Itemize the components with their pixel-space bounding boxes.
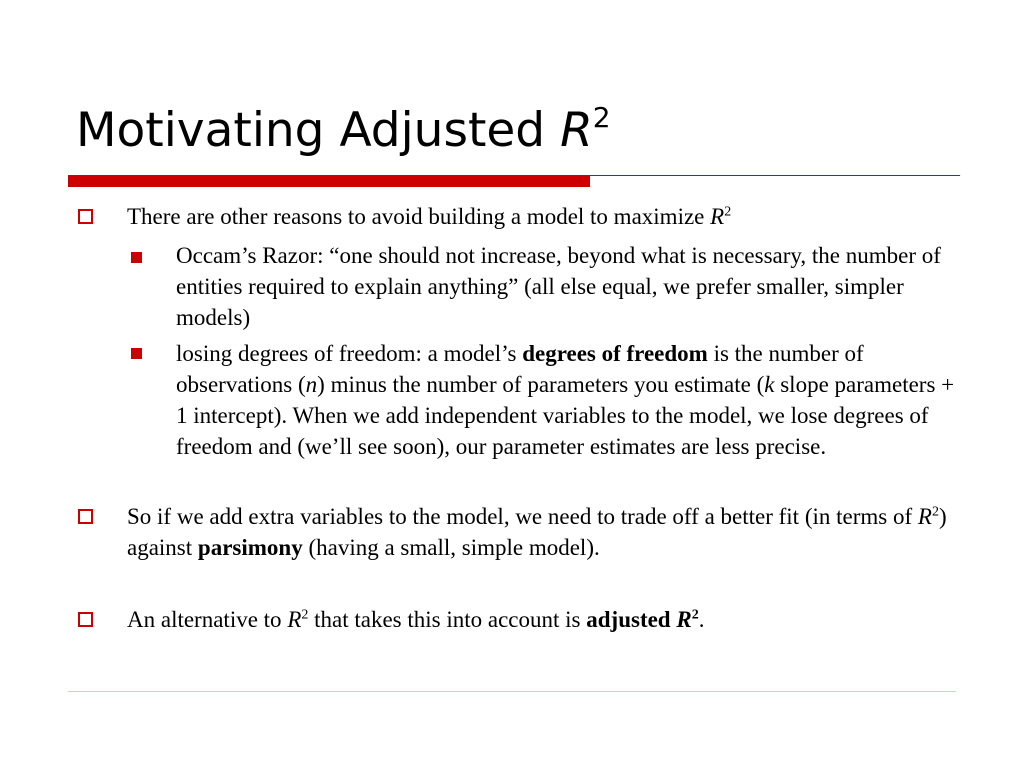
hollow-square-bullet-icon [78,209,93,224]
bullet-item-1: There are other reasons to avoid building a model to maximize $R^2$ [127,204,732,229]
slide-title: Motivating Adjusted $R^2$ [76,101,611,158]
hollow-square-bullet-icon [78,509,93,524]
sub-bullet-occams-razor: Occam’s Razor: “one should not increase, beyond what is necessary, the number of entities required to explain anything” (all else equal, we prefer smaller, simpler models) [176,243,941,330]
bullet-item-adjusted-r2: An alternative to $R^2$ that takes this into account is adjusted $R^2$. [127,607,705,632]
bullet-item-parsimony: So if we add extra variables to the model, we need to trade off a better fit (in terms of $R^2$) against parsimony (having a small, simple model). [127,504,947,560]
hollow-square-bullet-icon [78,612,93,627]
title-underline-thick [68,175,590,187]
filled-square-bullet-icon [131,252,142,263]
footer-divider [68,691,956,692]
title-underline-thin [590,175,960,176]
filled-square-bullet-icon [131,348,142,359]
sub-bullet-degrees-of-freedom: losing degrees of freedom: a model’s degrees of freedom is the number of observations (n) minus the number of parameters you estimate (k slope parameters + 1 intercept). When we add independent variables to the model, we lose degrees of freedom and (we’ll see soon), our parameter estimates are less precise. [176,341,955,459]
